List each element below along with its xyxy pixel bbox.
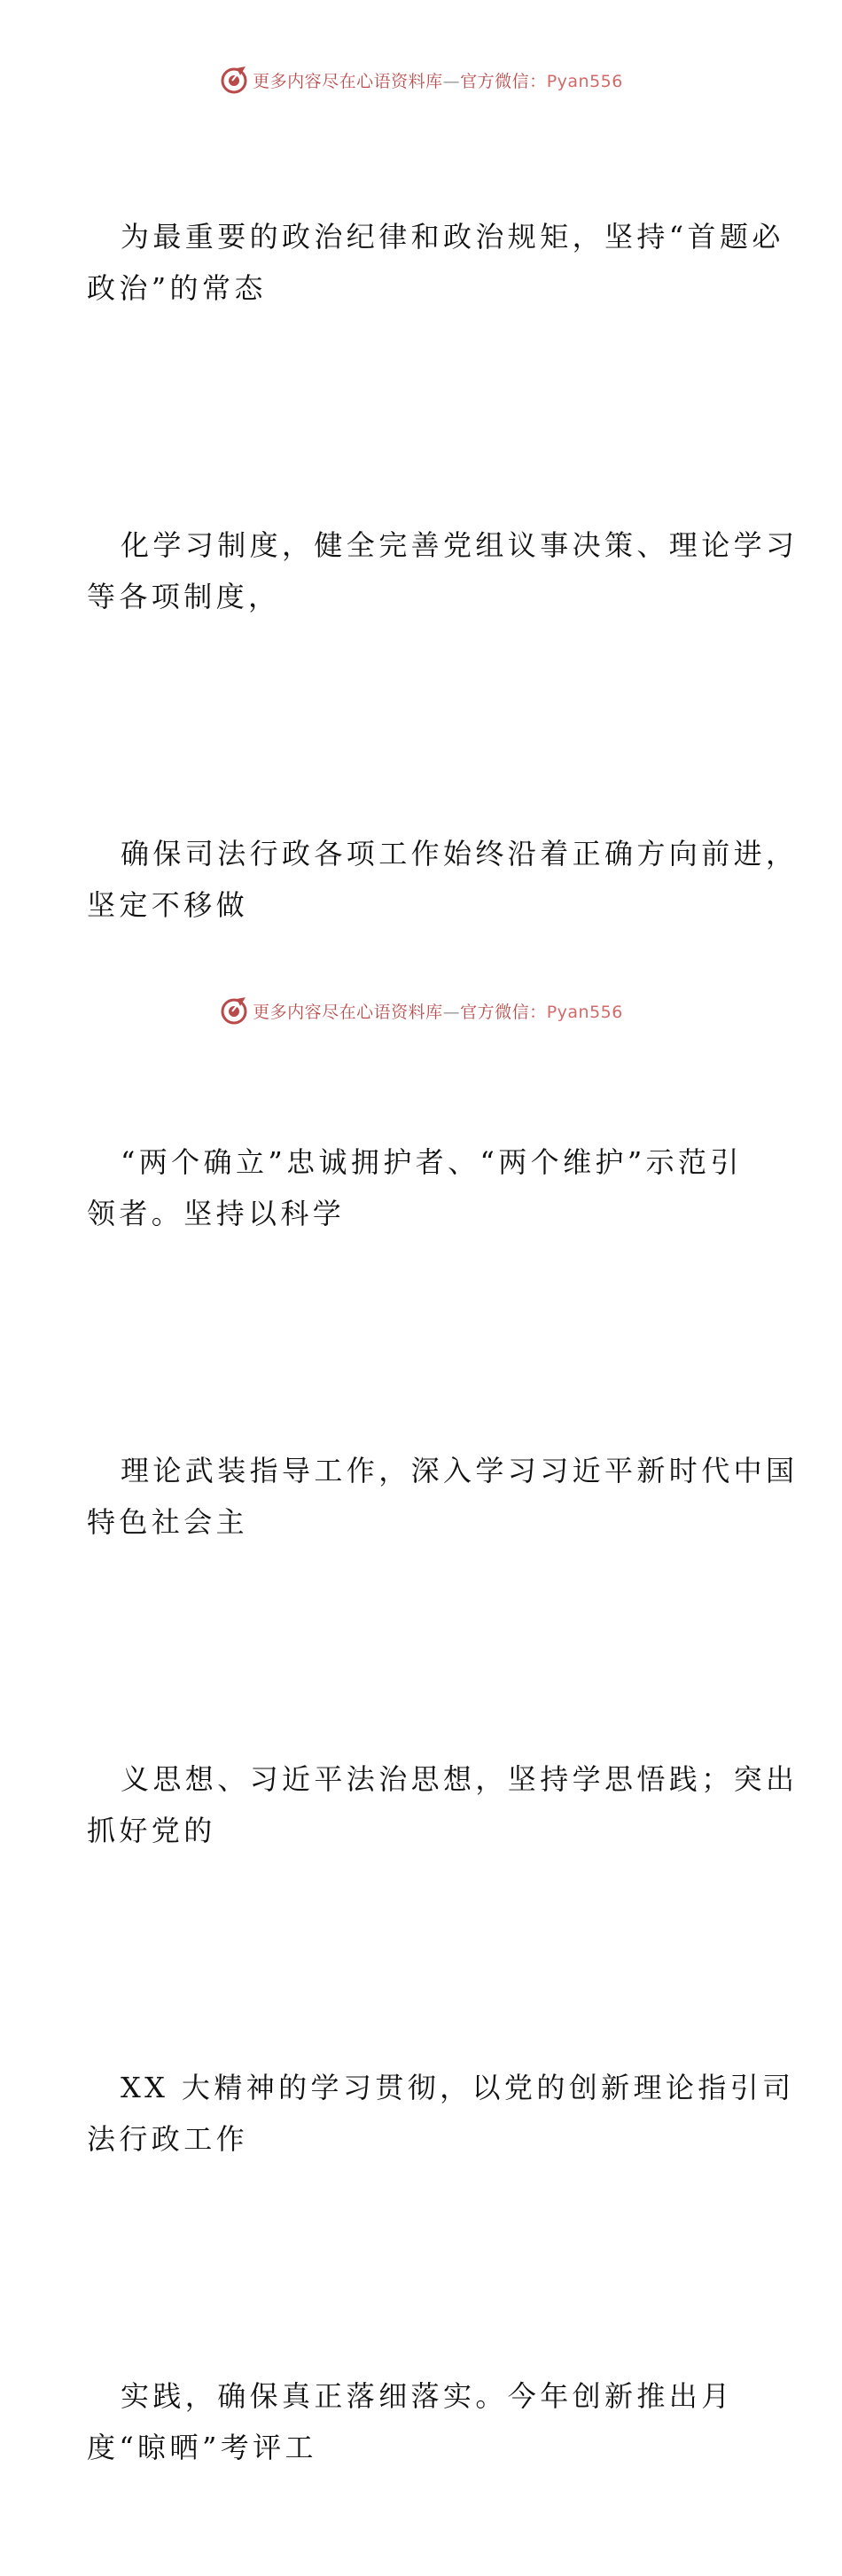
pen-on-circle-logo-icon (219, 65, 249, 95)
paragraph-line: 实践，确保真正落细落实。今年创新推出月 (121, 2379, 734, 2413)
paragraph (87, 108, 784, 417)
watermark-wechat-id: Pyan556 (546, 71, 623, 91)
watermark-cn-text: 更多内容尽在心语资料库 (253, 71, 443, 91)
paragraph-line: “两个确立”忠诚拥护者、“两个维护”示范引 (121, 1145, 743, 1179)
paragraph (87, 725, 799, 1034)
paragraph (87, 1034, 760, 1342)
pen-on-circle-logo-icon (219, 995, 249, 1026)
paragraph-line: 政治”的常态 (87, 271, 267, 305)
paragraph-line: 确保司法行政各项工作始终沿着正确方向前进， (121, 837, 799, 870)
paragraph-line: 度“晾晒”考评工 (87, 2431, 317, 2464)
watermark-wechat-id: Pyan556 (546, 1002, 623, 1022)
watermark-mid-text: 官方微信： (460, 71, 547, 91)
watermark-mid-text: 官方微信： (460, 1002, 547, 1022)
footer-watermark (0, 995, 842, 1026)
paragraph (87, 1651, 799, 1959)
document-body (87, 108, 799, 2576)
paragraph (87, 1959, 795, 2268)
watermark-dash: — (442, 71, 461, 91)
paragraph (87, 2268, 760, 2576)
paragraph-line: 等各项制度， (87, 580, 281, 613)
paragraph-line: 为最重要的政治纪律和政治规矩，坚持“首题必 (121, 220, 784, 254)
watermark-dash: — (442, 1002, 461, 1022)
paragraph-line: 化学习制度，健全完善党组议事决策、理论学习 (121, 528, 799, 562)
paragraph-line: 义思想、习近平法治思想，坚持学思悟践；突出 (121, 1762, 799, 1796)
watermark-cn-text: 更多内容尽在心语资料库 (253, 1002, 443, 1022)
paragraph-line: 抓好党的 (87, 1814, 216, 1847)
paragraph-line: 坚定不移做 (87, 888, 249, 922)
paragraph (87, 1342, 799, 1651)
paragraph-line: 领者。坚持以科学 (87, 1197, 346, 1230)
header-watermark (0, 64, 842, 96)
paragraph-line: XX 大精神的学习贯彻，以党的创新理论指引司 (121, 2071, 795, 2104)
paragraph-line: 理论武装指导工作，深入学习习近平新时代中国 (121, 1454, 799, 1487)
paragraph-line: 法行政工作 (87, 2122, 249, 2156)
paragraph (87, 417, 799, 725)
paragraph-line: 特色社会主 (87, 1505, 249, 1539)
